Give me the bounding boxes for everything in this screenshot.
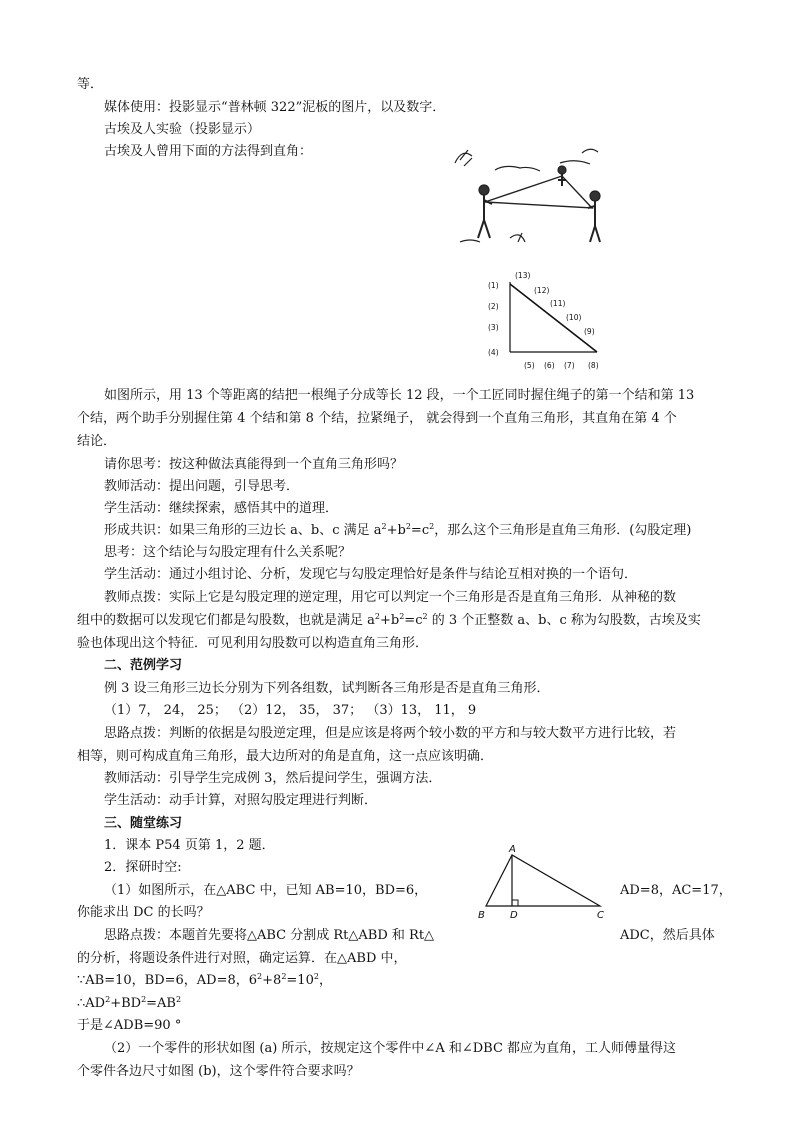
vertex-label-c: C xyxy=(597,910,604,921)
line-15: 组中的数据可以发现它们都是勾股数，也就是满足 $a^2+b^2=c^2$ 的 3 个正整数 a、b、c 称为勾股数，古埃及实 xyxy=(77,612,701,628)
line-6: 个结，两个助手分别握住第 4 个结和第 8 个结，拉紧绳子， 就会得到一个直角三角形，其直角在第 4 个 xyxy=(77,411,677,426)
line-22: 教师活动：引导学生完成例 3，然后提问学生，强调方法． xyxy=(104,771,442,786)
right-angle-mark xyxy=(512,900,518,906)
knot-label: (1) xyxy=(488,281,499,290)
knot-label: (9) xyxy=(584,327,595,336)
line-27a: （1）如图所示，在△ABC 中，已知 AB=10，BD=6， xyxy=(104,883,428,898)
triangle-abc xyxy=(486,855,600,906)
section-heading-examples: 二、范例学习 xyxy=(104,658,183,673)
knot-label: (11) xyxy=(550,299,566,308)
line-18: 例 3 设三角形三边长分别为下列各组数，试判断各三角形是否是直角三角形． xyxy=(104,681,550,696)
line-29b: ADC，然后具体 xyxy=(620,928,715,943)
line-19: （1）7， 24， 25； （2）12， 35， 37； （3）13， 11， 9 xyxy=(104,703,477,718)
line-28: 你能求出 DC 的长吗？ xyxy=(77,905,210,920)
line-27b: AD=8，AC=17， xyxy=(620,883,732,898)
line-33: 于是∠ADB=90 ° xyxy=(77,1018,182,1033)
line-4: 古埃及人曾用下面的方法得到直角： xyxy=(104,144,313,159)
line-13: 学生活动：通过小组讨论、分析，发现它与勾股定理恰好是条件与结论互相对换的一个语句． xyxy=(104,567,638,582)
line-2: 媒体使用：投影显示“普林顿 322”泥板的图片，以及数字． xyxy=(104,100,446,115)
knot-label: (13) xyxy=(515,271,531,280)
line-35: 个零件各边尺寸如图 (b)，这个零件符合要求吗？ xyxy=(77,1064,360,1079)
line-9: 教师活动：提出问题，引导思考． xyxy=(104,479,300,494)
knot-label: (4) xyxy=(488,348,499,357)
knot-label: (6) xyxy=(544,361,555,370)
section-heading-practice: 三、随堂练习 xyxy=(104,816,183,831)
line-29a: 思路点拨：本题首先要将△ABC 分割成 Rt△ABD 和 Rt△ xyxy=(104,928,435,943)
knot-label: (5) xyxy=(524,361,535,370)
line-10: 学生活动：继续探索，感悟其中的道理． xyxy=(104,501,339,516)
line-25: 1．课本 P54 页第 1，2 题． xyxy=(104,838,275,853)
line-21: 相等，则可构成直角三角形，最大边所对的角是直角，这一点应该明确． xyxy=(77,749,494,764)
knot-label: (7) xyxy=(564,361,575,370)
triangle-abc-figure xyxy=(474,842,614,922)
knot-label: (3) xyxy=(488,323,499,332)
knot-label: (12) xyxy=(534,286,550,295)
knot-triangle-figure xyxy=(480,268,610,378)
line-12: 思考：这个结论与勾股定理有什么关系呢？ xyxy=(104,545,352,560)
vertex-label-d: D xyxy=(510,910,518,921)
line-20: 思路点拨：判断的依据是勾股逆定理，但是应该是将两个较小数的平方和与较大数平方进行比较，若 xyxy=(104,726,677,741)
line-3: 古埃及人实验（投影显示） xyxy=(104,122,261,137)
line-8: 请你思考：按这种做法真能得到一个直角三角形吗？ xyxy=(104,457,404,472)
line-5: 如图所示，用 13 个等距离的结把一根绳子分成等长 12 段，一个工匠同时握住绳子的第一个结和第 13 xyxy=(104,388,695,403)
line-26: 2．探研时空: xyxy=(104,860,182,875)
line-31: ∵AB=10，BD=6，AD=8，$6^2+8^2=10^2$， xyxy=(77,972,332,988)
line-7: 结论． xyxy=(77,434,117,449)
line-1: 等． xyxy=(77,77,104,92)
vertex-label-b: B xyxy=(478,910,485,921)
line-32: $\therefore AD^2+BD^2=AB^2$ xyxy=(77,995,182,1011)
line-23: 学生活动：动手计算，对照勾股定理进行判断． xyxy=(104,793,378,808)
line-14: 教师点拨：实际上它是勾股定理的逆定理，用它可以判定一个三角形是否是直角三角形．从神秘的数 xyxy=(104,590,677,605)
knot-label: (10) xyxy=(566,313,582,322)
line-34: （2）一个零件的形状如图 (a) 所示，按规定这个零件中∠A 和∠DBC 都应为直角，工人师傅量得这 xyxy=(104,1041,677,1056)
line-11: 形成共识：如果三角形的三边长 a、b、c 满足 $a^2+b^2=c^2$，那么这个三角形是直角三角形．(勾股定理) xyxy=(104,522,692,538)
line-30: 的分析，将题设条件进行对照，确定运算．在△ABD 中， xyxy=(77,951,407,966)
hypotenuse xyxy=(510,284,597,352)
vertex-label-a: A xyxy=(509,844,516,855)
line-16: 验也体现出这个特征．可见利用勾股数可以构造直角三角形． xyxy=(77,636,429,651)
knot-label: (8) xyxy=(588,361,599,370)
egyptian-rope-illustration xyxy=(450,138,610,250)
knot-label: (2) xyxy=(488,302,499,311)
